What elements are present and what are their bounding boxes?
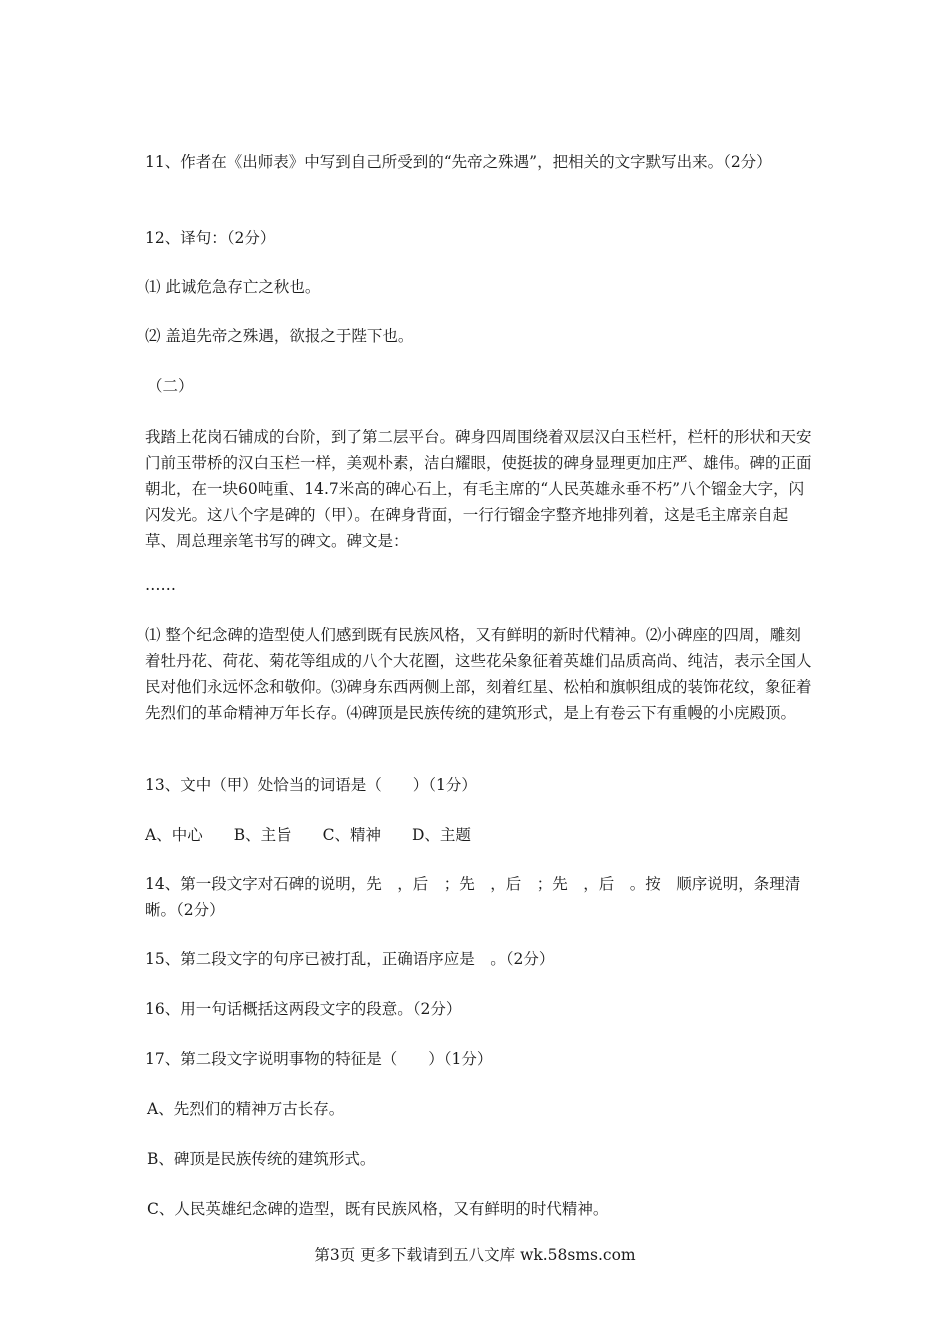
question-17: 17、第二段文字说明事物的特征是（ ）（1分） [145, 1050, 493, 1068]
question-15: 15、第二段文字的句序已被打乱，正确语序应是 。（2分） [145, 950, 555, 968]
question-17-option-b: B、碑顶是民族传统的建筑形式。 [147, 1150, 376, 1168]
question-14: 14、第一段文字对石碑的说明，先 ，后 ；先 ，后 ；先 ，后 。按 顺序说明，条理清晰。（2分） [145, 875, 801, 919]
passage-ellipsis: …… [145, 576, 176, 594]
section-heading-2: （二） [147, 377, 194, 395]
question-12-item-2: ⑵ 盖追先帝之殊遇，欲报之于陛下也。 [145, 327, 414, 345]
passage-paragraph-2: ⑴ 整个纪念碑的造型使人们感到既有民族风格，又有鲜明的新时代精神。⑵小碑座的四周，雕刻着牡丹花、荷花、菊花等组成的八个大花圈，这些花朵象征着英雄们品质高尚、纯洁，表示全国人民对他们永远怀念和敬仰。⑶碑身东西两侧上部，刻着红星、松柏和旗帜组成的装饰花纹，象征着先烈们的革命精神万年长存。⑷碑顶是民族传统的建筑形式，是上有卷云下有重幔的小庑殿顶。 [145, 626, 812, 722]
question-12-item-1: ⑴ 此诚危急存亡之秋也。 [145, 278, 321, 296]
question-17-option-c: C、人民英雄纪念碑的造型，既有民族风格，又有鲜明的时代精神。 [147, 1200, 609, 1218]
question-17-option-a: A、先烈们的精神万古长存。 [147, 1100, 345, 1118]
question-13: 13、文中（甲）处恰当的词语是（ ）（1分） [145, 776, 477, 794]
passage-paragraph-1: 我踏上花岗石铺成的台阶，到了第二层平台。碑身四周围绕着双层汉白玉栏杆，栏杆的形状和天安门前玉带桥的汉白玉栏一样，美观朴素，洁白耀眼，使挺拔的碑身显理更加庄严、雄伟。碑的正面朝北，在一块60吨重、14.7米高的碑心石上，有毛主席的“人民英雄永垂不朽”八个镏金大字，闪闪发光。这八个字是碑的（甲）。在碑身背面，一行行镏金字整齐地排列着，这是毛主席亲自起草、周总理亲笔书写的碑文。碑文是： [145, 428, 812, 550]
page-footer: 第3页 更多下载请到五八文库 wk.58sms.com [314, 1246, 636, 1264]
question-12: 12、译句：（2分） [145, 229, 276, 247]
question-16: 16、用一句话概括这两段文字的段意。（2分） [145, 1000, 462, 1018]
question-11: 11、作者在《出师表》中写到自己所受到的“先帝之殊遇”，把相关的文字默写出来。（2分） [145, 153, 772, 171]
question-13-options: A、中心 B、主旨 C、精神 D、主题 [145, 826, 471, 844]
